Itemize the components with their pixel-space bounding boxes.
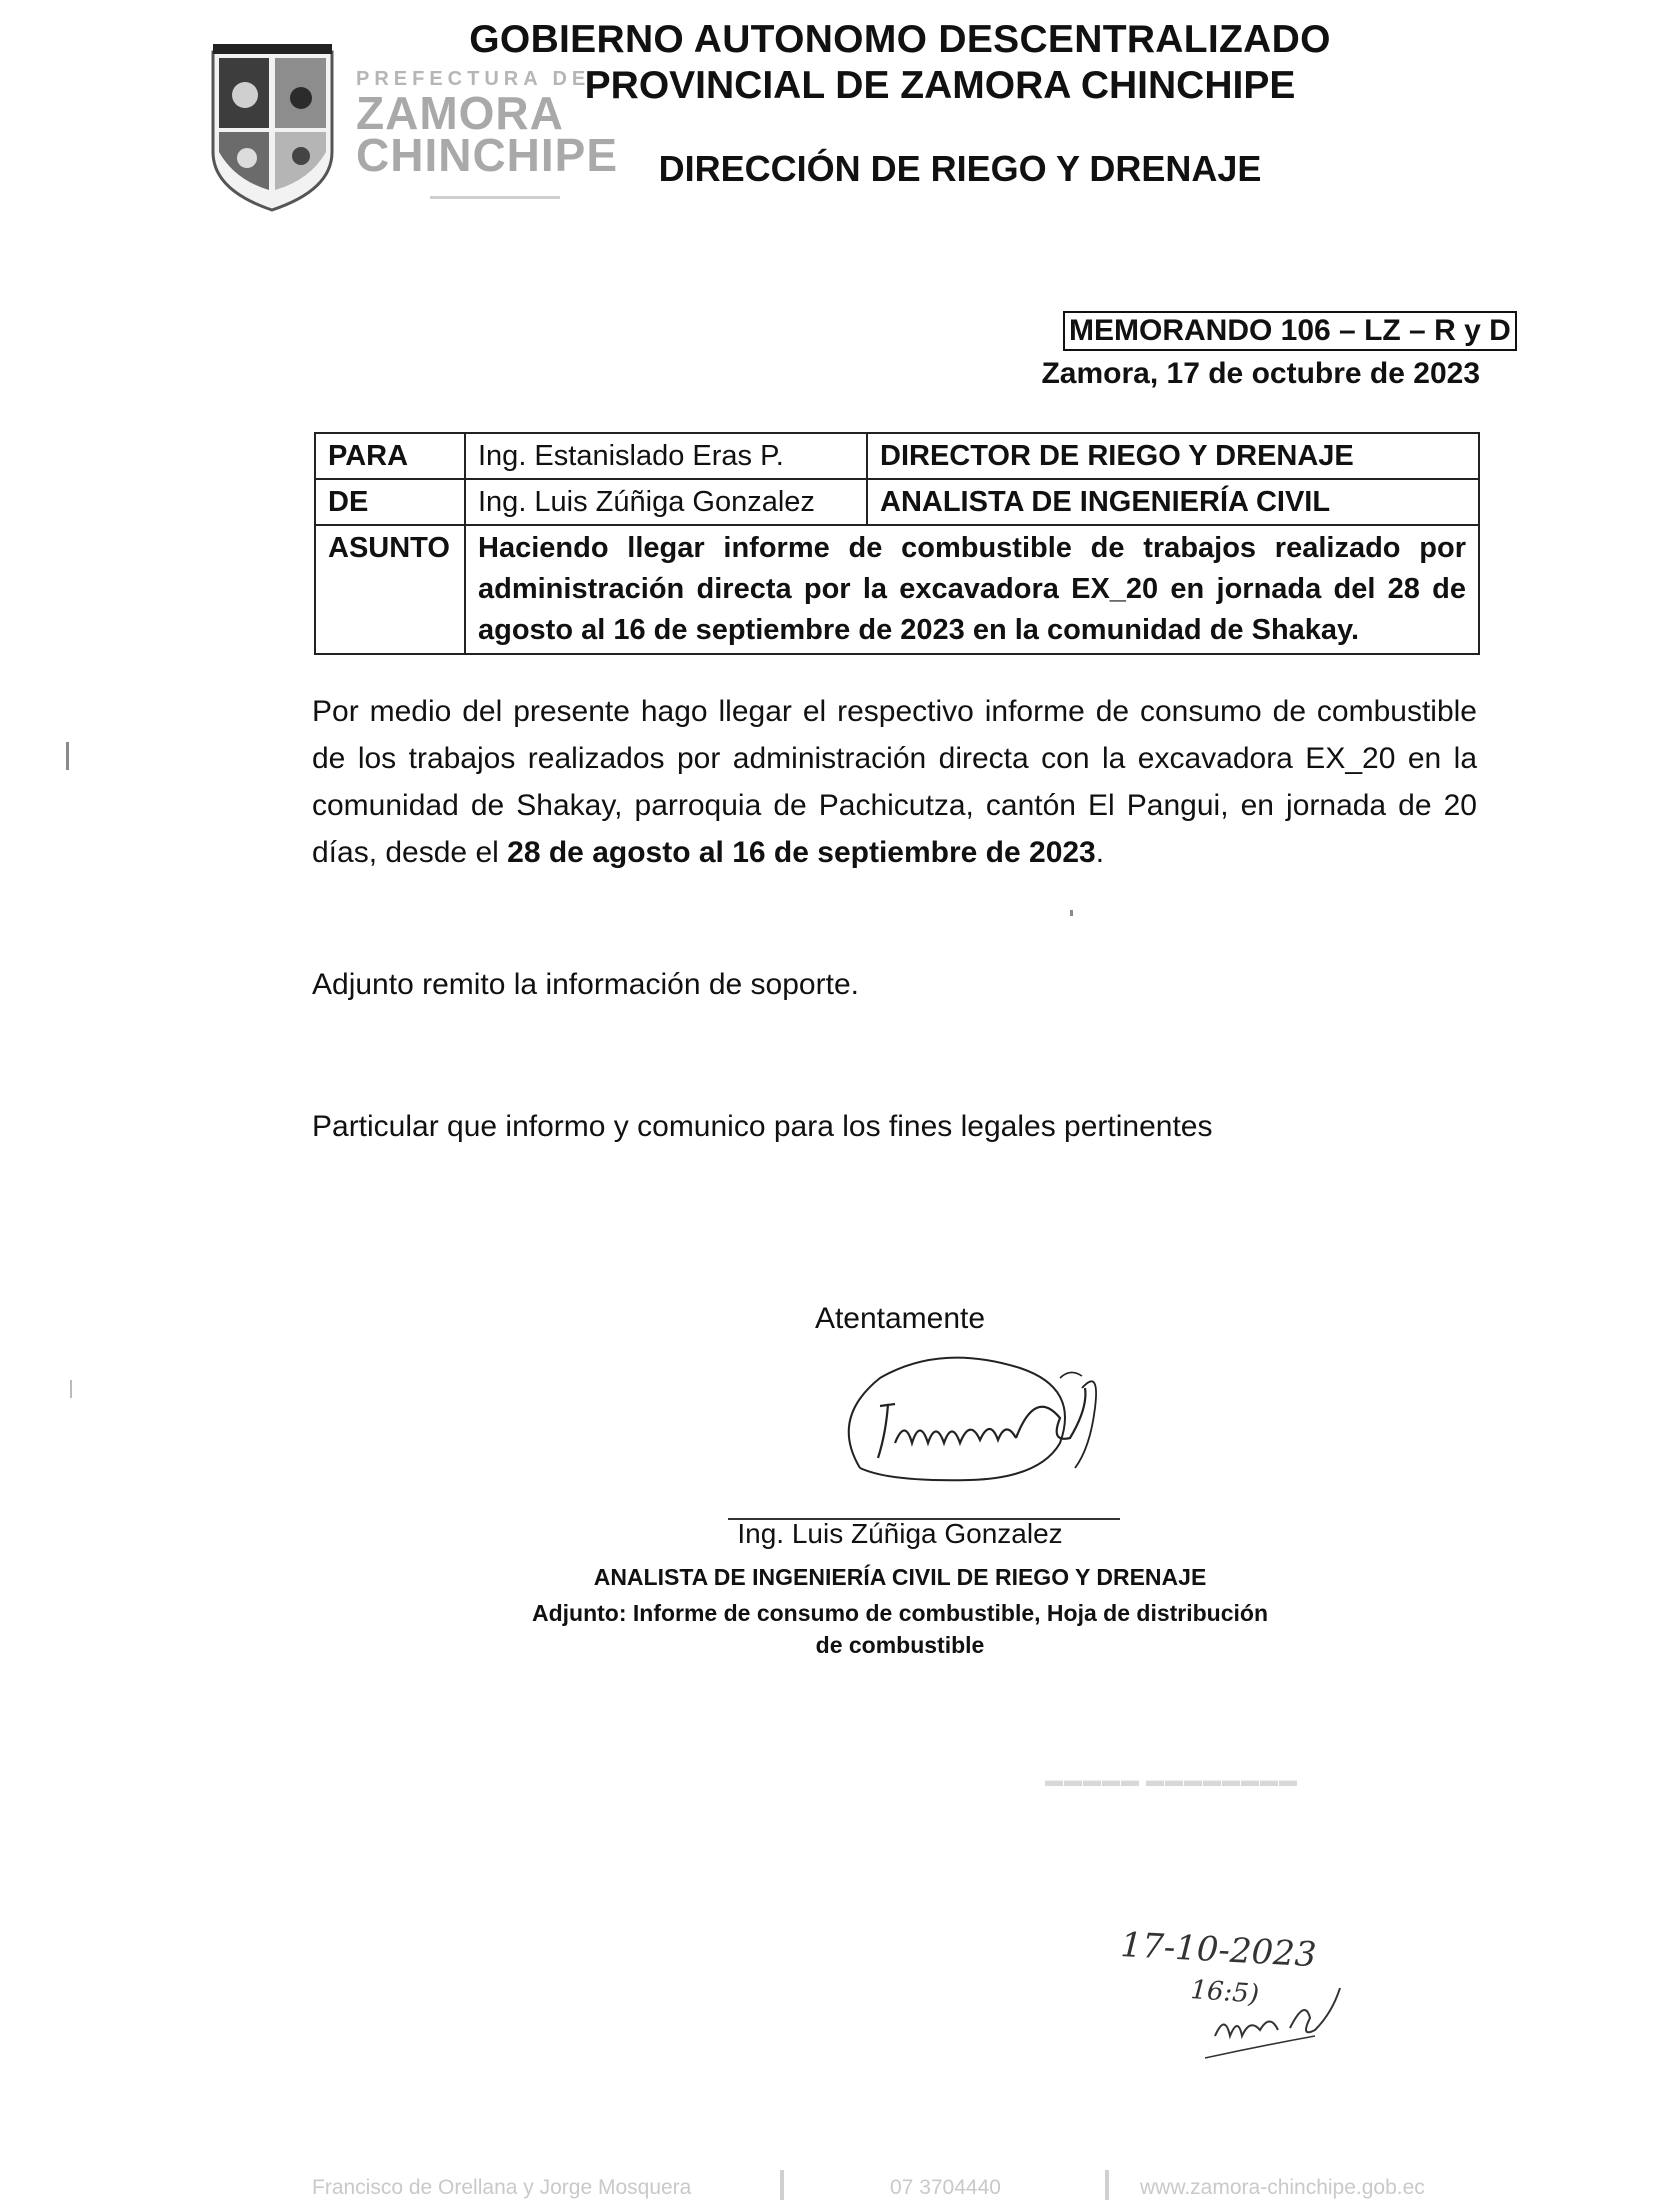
scan-speck	[66, 742, 69, 770]
footer-separator	[780, 2170, 784, 2200]
footer-address: Francisco de Orellana y Jorge Mosquera	[312, 2176, 692, 2199]
institution-title-line1: GOBIERNO AUTONOMO DESCENTRALIZADO	[469, 18, 1331, 61]
routing-table	[314, 432, 1480, 655]
routing-row-asunto	[315, 525, 1479, 654]
logo-underline	[430, 196, 560, 199]
body-paragraph-end: .	[1095, 836, 1105, 869]
faint-bleed-through: ▬▬▬▬▬ ▬▬▬▬▬▬▬▬	[1045, 1770, 1299, 1790]
salutation: Atentamente	[814, 1302, 986, 1335]
signer-name: Ing. Luis Zúñiga Gonzalez	[737, 1518, 1063, 1549]
attachments-line2: de combustible	[815, 1632, 985, 1658]
reception-note	[1110, 1918, 1400, 2068]
closing-line: Particular que informo y comunico para los fines legales pertinentes	[312, 1110, 1213, 1143]
routing-role: ANALISTA DE INGENIERÍA CIVIL	[867, 479, 1479, 525]
logo-word-zamora: ZAMORA	[356, 87, 564, 139]
attachments-line1: Adjunto: Informe de consumo de combustible, Hoja de distribución	[531, 1600, 1269, 1626]
logo-prefix: PREFECTURA DE	[356, 68, 591, 90]
routing-key: DE	[315, 479, 465, 525]
routing-key: PARA	[315, 433, 465, 479]
institution-title-line2: PROVINCIAL DE ZAMORA CHINCHIPE	[584, 64, 1296, 107]
routing-name: Ing. Luis Zúñiga Gonzalez	[465, 479, 867, 525]
body-paragraph-dates: 28 de agosto al 16 de septiembre de 2023	[507, 836, 1096, 869]
logo-word-chinchipe: CHINCHIPE	[356, 129, 619, 181]
footer-separator	[1105, 2170, 1109, 2200]
routing-name: Ing. Estanislado Eras P.	[465, 433, 867, 479]
handwritten-signature	[820, 1348, 1160, 1488]
body-paragraph-text: Por medio del presente hago llegar el respectivo informe de consumo de combustible de los trabajos realizados por administración directa con la excavadora EX_20 en la comunidad de Shakay, parroquia de Pachicutza, cantón El Pangui, en jornada de 20 días, desde el	[312, 695, 1477, 869]
routing-role: DIRECTOR DE RIEGO Y DRENAJE	[867, 433, 1479, 479]
scan-speck	[1070, 910, 1073, 916]
body-paragraph	[312, 688, 1477, 876]
footer-phone: 07 3704440	[890, 2176, 1001, 2199]
subject-key: ASUNTO	[315, 525, 465, 654]
footer-website: www.zamora-chinchipe.gob.ec	[1140, 2176, 1425, 2199]
subject-text: Haciendo llegar informe de combustible de trabajos realizado por administración directa por la excavadora EX_20 en jornada del 28 de agosto al 16 de septiembre de 2023 en la comunidad de Shakay.	[465, 525, 1479, 654]
reception-date: 17-10-2023	[1119, 1925, 1318, 1976]
attachment-line: Adjunto remito la información de soporte.	[312, 968, 859, 1001]
reception-time: 16:5)	[1189, 1975, 1260, 2010]
signer-title: ANALISTA DE INGENIERÍA CIVIL DE RIEGO Y DRENAJE	[593, 1564, 1207, 1590]
scan-speck	[70, 1380, 72, 1398]
memo-number: MEMORANDO 106 – LZ – R y D	[1063, 311, 1517, 351]
routing-row-de	[315, 479, 1479, 525]
department-title: DIRECCIÓN DE RIEGO Y DRENAJE	[658, 148, 1262, 189]
memo-date: Zamora, 17 de octubre de 2023	[1041, 357, 1480, 390]
crest-logo	[205, 40, 340, 215]
routing-row-para	[315, 433, 1479, 479]
